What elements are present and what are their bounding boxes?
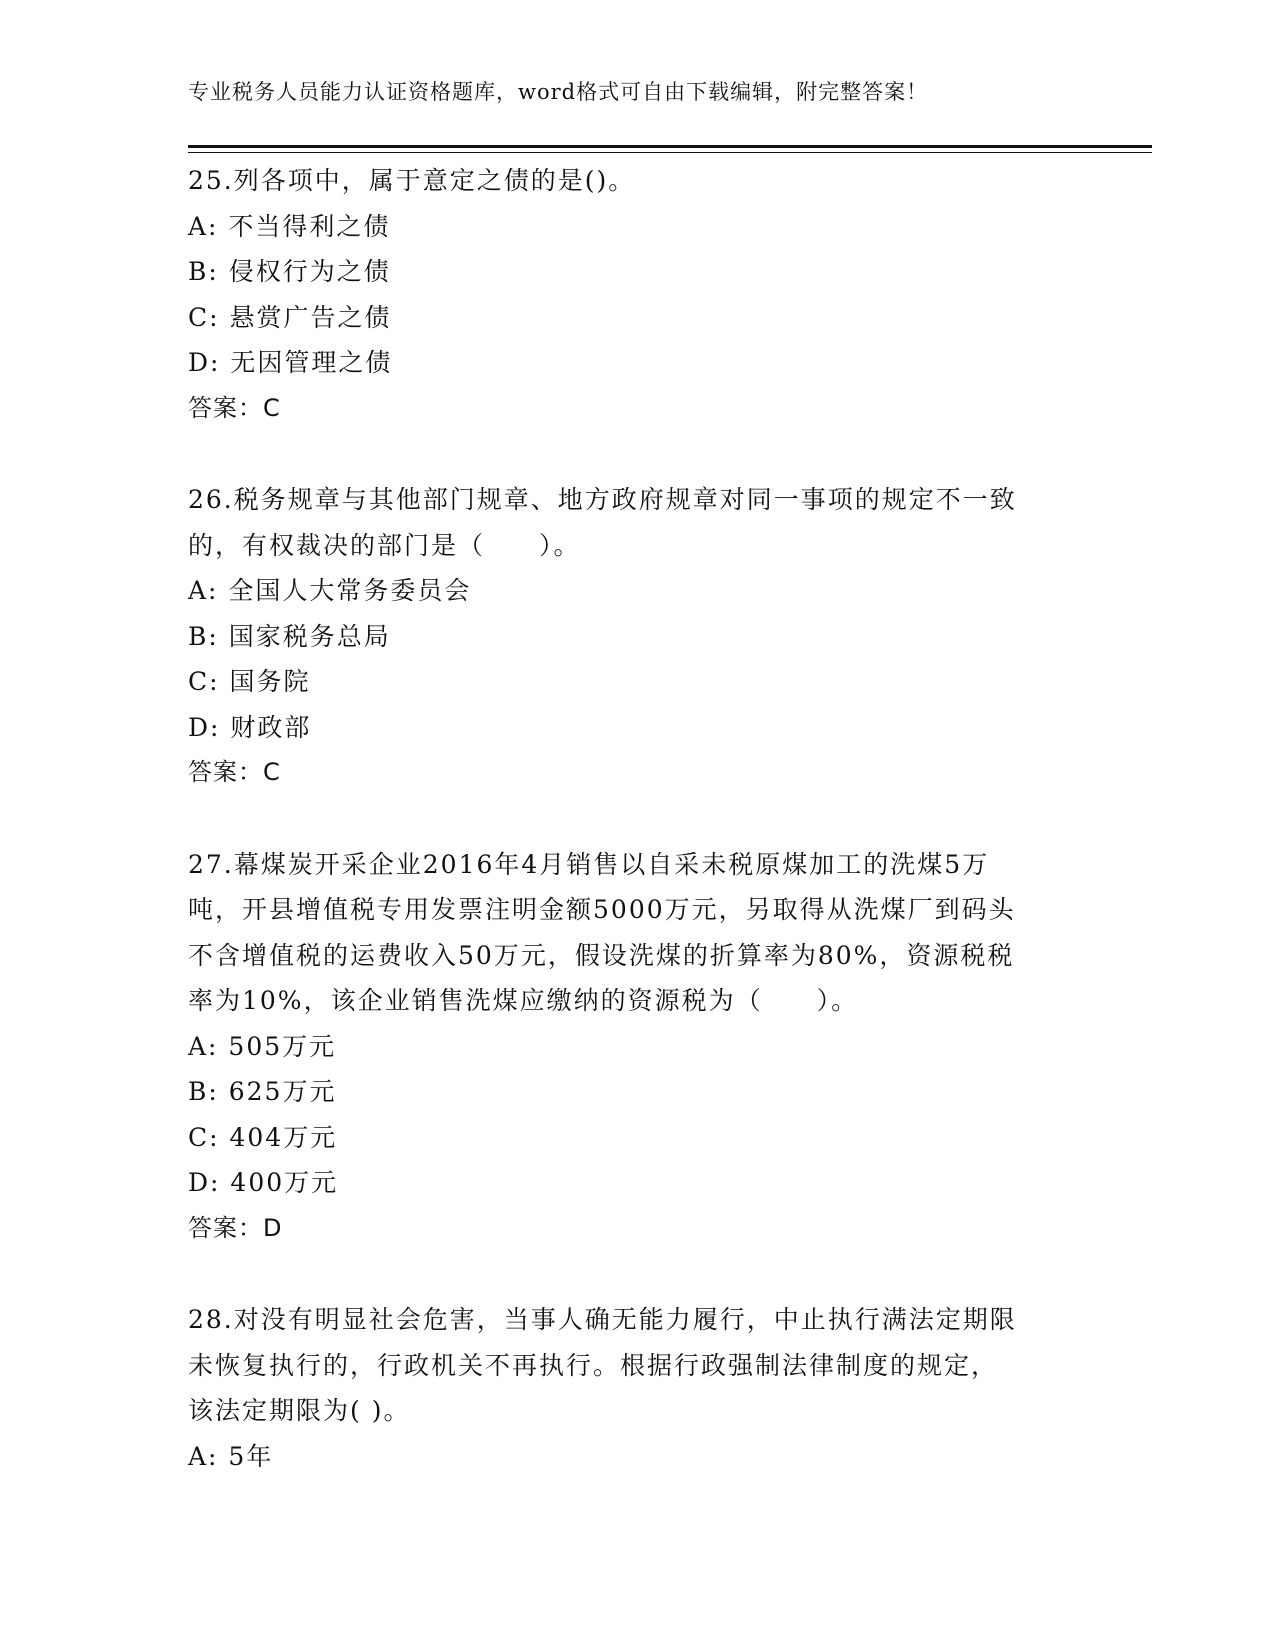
header-divider-thin [188, 152, 1152, 153]
option-d: D: 无因管理之债 [188, 348, 393, 377]
question-stem-line: 未恢复执行的，行政机关不再执行。根据行政强制法律制度的规定， [188, 1350, 999, 1380]
option-d: D: 财政部 [188, 712, 312, 742]
question-28 [188, 1297, 1088, 1479]
answer-label: 答案：C [188, 758, 281, 786]
option-c: C: 悬赏广告之债 [188, 302, 392, 332]
option-d: D: 400万元 [188, 1168, 339, 1197]
option-c: C: 404万元 [188, 1122, 338, 1152]
question-stem-line: 25.列各项中，属于意定之债的是()。 [188, 166, 636, 195]
question-stem-line: 不含增值税的运费收入50万元，假设洗煤的折算率为80%，资源税税 [188, 940, 1015, 970]
option-a: A: 不当得利之债 [188, 211, 391, 241]
header-text: 专业税务人员能力认证资格题库，word格式可自由下载编辑，附完整答案！ [188, 80, 929, 104]
answer-label: 答案：D [188, 1213, 283, 1242]
question-stem-line: 的，有权裁决的部门是（ ）。 [188, 530, 581, 560]
option-b: B: 国家税务总局 [188, 621, 391, 651]
question-stem-line: 26.税务规章与其他部门规章、地方政府规章对同一事项的规定不一致 [188, 485, 1017, 514]
header-divider-thick [188, 145, 1152, 148]
option-a: A: 505万元 [188, 1031, 337, 1061]
question-26 [188, 477, 1088, 796]
option-b: B: 625万元 [188, 1077, 337, 1106]
question-stem-line: 27.幕煤炭开采企业2016年4月销售以自采未税原煤加工的洗煤5万 [188, 849, 990, 879]
question-stem-line: 该法定期限为( )。 [188, 1396, 411, 1425]
question-stem-line: 吨，开县增值税专用发票注明金额5000万元，另取得从洗煤厂到码头 [188, 895, 1016, 924]
question-list [188, 158, 1088, 1525]
option-a: A: 全国人大常务委员会 [188, 576, 472, 605]
option-c: C: 国务院 [188, 667, 311, 696]
question-25 [188, 158, 1088, 431]
option-b: B: 侵权行为之债 [188, 257, 391, 286]
question-stem-line: 率为10%，该企业销售洗煤应缴纳的资源税为（ ）。 [188, 986, 859, 1015]
answer-label: 答案：C [188, 393, 281, 422]
question-stem-line: 28.对没有明显社会危害，当事人确无能力履行，中止执行满法定期限 [188, 1305, 1017, 1334]
option-a: A: 5年 [188, 1441, 274, 1471]
question-27 [188, 842, 1088, 1252]
